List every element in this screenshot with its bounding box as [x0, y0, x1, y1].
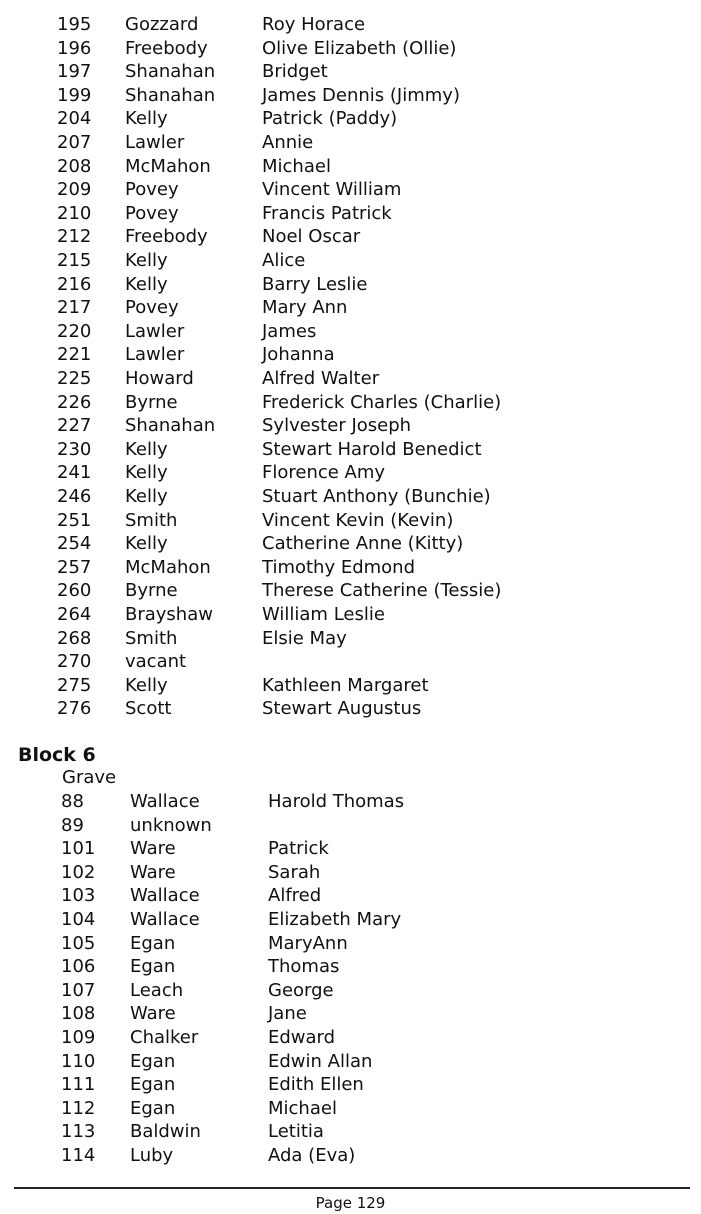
given-names: Sylvester Joseph: [262, 415, 412, 437]
surname: Wallace: [130, 909, 200, 930]
grave-number: 101: [61, 838, 96, 860]
surname: Lawler: [125, 344, 185, 366]
surname: Ware: [130, 838, 176, 860]
surname: Egan: [130, 1074, 176, 1096]
grave-number: 209: [57, 179, 92, 201]
given-names: Thomas: [268, 956, 340, 978]
surname: Kelly: [125, 438, 168, 460]
given-names: Michael: [268, 1097, 337, 1119]
surname: Wallace: [130, 885, 200, 907]
given-names: Mary Ann: [262, 297, 348, 319]
grave-number: 216: [57, 273, 92, 295]
surname: Kelly: [125, 674, 168, 696]
surname: Egan: [130, 956, 176, 978]
grave-number: 197: [57, 61, 92, 83]
surname: Howard: [125, 368, 194, 389]
grave-number: 204: [57, 108, 92, 130]
surname: Shanahan: [125, 415, 216, 437]
given-names: James: [262, 320, 317, 342]
surname: Brayshaw: [125, 604, 213, 625]
grave-number: 112: [61, 1097, 96, 1119]
grave-number: 208: [57, 155, 92, 177]
given-names: Vincent Kevin (Kevin): [262, 509, 454, 531]
surname: unknown: [130, 814, 212, 836]
surname: Egan: [130, 1097, 176, 1119]
given-names: Elsie May: [262, 627, 347, 649]
given-names: Patrick: [268, 838, 329, 860]
given-names: Edwin Allan: [268, 1050, 373, 1072]
surname: Shanahan: [125, 61, 216, 83]
given-names: George: [268, 979, 334, 1001]
grave-number: 106: [61, 956, 96, 978]
grave-number: 246: [57, 486, 92, 507]
given-names: Barry Leslie: [262, 273, 368, 295]
given-names: Olive Elizabeth (Ollie): [262, 37, 457, 59]
grave-number: 111: [61, 1074, 96, 1096]
given-names: Edith Ellen: [268, 1074, 364, 1096]
grave-number: 268: [57, 627, 92, 649]
grave-number: 104: [61, 909, 96, 930]
given-names: Florence Amy: [262, 462, 386, 484]
page-number: Page 129: [315, 1194, 386, 1212]
grave-number: 221: [57, 344, 92, 366]
grave-number: 212: [57, 226, 92, 248]
surname: Lawler: [125, 132, 185, 153]
grave-number: 227: [57, 415, 92, 437]
grave-number: 251: [57, 509, 92, 531]
surname: Byrne: [125, 580, 178, 602]
surname: Gozzard: [125, 14, 199, 35]
surname: Luby: [130, 1145, 174, 1166]
surname: Scott: [125, 698, 172, 720]
grave-number: 114: [61, 1145, 96, 1166]
given-names: Francis Patrick: [262, 202, 392, 224]
given-names: Vincent William: [262, 179, 402, 201]
given-names: Harold Thomas: [268, 791, 405, 812]
grave-number: 207: [57, 132, 92, 153]
given-names: Elizabeth Mary: [268, 909, 402, 930]
given-names: Stewart Harold Benedict: [262, 438, 482, 460]
given-names: Noel Oscar: [262, 226, 361, 248]
grave-number: 110: [61, 1050, 96, 1072]
block-6-heading: Block 6: [18, 744, 96, 766]
given-names: Ada (Eva): [268, 1145, 356, 1166]
grave-number: 276: [57, 698, 92, 720]
grave-number: 102: [61, 861, 96, 883]
given-names: Therese Catherine (Tessie): [262, 580, 502, 602]
grave-number: 103: [61, 885, 96, 907]
given-names: Annie: [262, 132, 314, 153]
given-names: Timothy Edmond: [262, 556, 416, 578]
grave-number: 275: [57, 674, 92, 696]
given-names: Letitia: [268, 1121, 324, 1143]
given-names: James Dennis (Jimmy): [262, 84, 460, 106]
surname: Povey: [125, 179, 179, 201]
given-names: Catherine Anne (Kitty): [262, 533, 464, 555]
surname: Kelly: [125, 462, 168, 484]
given-names: William Leslie: [262, 604, 385, 625]
given-names: Kathleen Margaret: [262, 674, 429, 696]
grave-number: 260: [57, 580, 92, 602]
surname: Baldwin: [130, 1121, 201, 1143]
given-names: MaryAnn: [268, 932, 348, 954]
grave-number: 105: [61, 932, 96, 954]
given-names: Patrick (Paddy): [262, 108, 398, 130]
grave-number: 230: [57, 438, 92, 460]
surname: Egan: [130, 932, 176, 954]
grave-number: 270: [57, 651, 92, 673]
grave-number: 109: [61, 1027, 96, 1048]
given-names: Michael: [262, 155, 331, 177]
surname: Egan: [130, 1050, 176, 1072]
given-names: Sarah: [268, 861, 321, 883]
grave-number: 215: [57, 250, 92, 271]
grave-number: 264: [57, 604, 92, 625]
surname: Byrne: [125, 391, 178, 413]
grave-number: 113: [61, 1121, 96, 1143]
surname: Kelly: [125, 273, 168, 295]
grave-number: 88: [61, 791, 84, 812]
surname: Ware: [130, 1003, 176, 1025]
given-names: Roy Horace: [262, 14, 366, 35]
given-names: Bridget: [262, 61, 328, 83]
grave-number: 89: [61, 814, 84, 836]
surname: Shanahan: [125, 84, 216, 106]
surname: vacant: [125, 651, 187, 673]
grave-number: 241: [57, 462, 92, 484]
surname: Chalker: [130, 1027, 199, 1048]
given-names: Stuart Anthony (Bunchie): [262, 486, 491, 507]
grave-number: 108: [61, 1003, 96, 1025]
grave-number: 107: [61, 979, 96, 1001]
grave-number: 225: [57, 368, 92, 389]
surname: McMahon: [125, 556, 211, 578]
grave-number: 257: [57, 556, 92, 578]
grave-number: 195: [57, 14, 92, 35]
surname: Kelly: [125, 486, 168, 507]
grave-number: 217: [57, 297, 92, 319]
surname: Kelly: [125, 108, 168, 130]
surname: Kelly: [125, 250, 168, 271]
grave-column-heading: Grave: [62, 767, 117, 788]
surname: Freebody: [125, 226, 208, 248]
given-names: Edward: [268, 1027, 336, 1048]
given-names: Johanna: [262, 344, 335, 366]
surname: Smith: [125, 509, 178, 531]
grave-number: 220: [57, 320, 92, 342]
surname: Lawler: [125, 320, 185, 342]
given-names: Frederick Charles (Charlie): [262, 391, 502, 413]
surname: Freebody: [125, 37, 208, 59]
footer-divider: [14, 1187, 690, 1189]
surname: Leach: [130, 979, 184, 1001]
given-names: Jane: [268, 1003, 307, 1025]
surname: Povey: [125, 202, 179, 224]
surname: Smith: [125, 627, 178, 649]
surname: McMahon: [125, 155, 211, 177]
grave-number: 254: [57, 533, 92, 555]
given-names: Alfred: [268, 885, 322, 907]
grave-number: 226: [57, 391, 92, 413]
grave-number: 210: [57, 202, 92, 224]
surname: Povey: [125, 297, 179, 319]
grave-number: 199: [57, 84, 92, 106]
given-names: Alfred Walter: [262, 368, 380, 389]
surname: Wallace: [130, 791, 200, 812]
given-names: Alice: [262, 250, 306, 271]
grave-number: 196: [57, 37, 92, 59]
surname: Ware: [130, 861, 176, 883]
given-names: Stewart Augustus: [262, 698, 422, 720]
surname: Kelly: [125, 533, 168, 555]
